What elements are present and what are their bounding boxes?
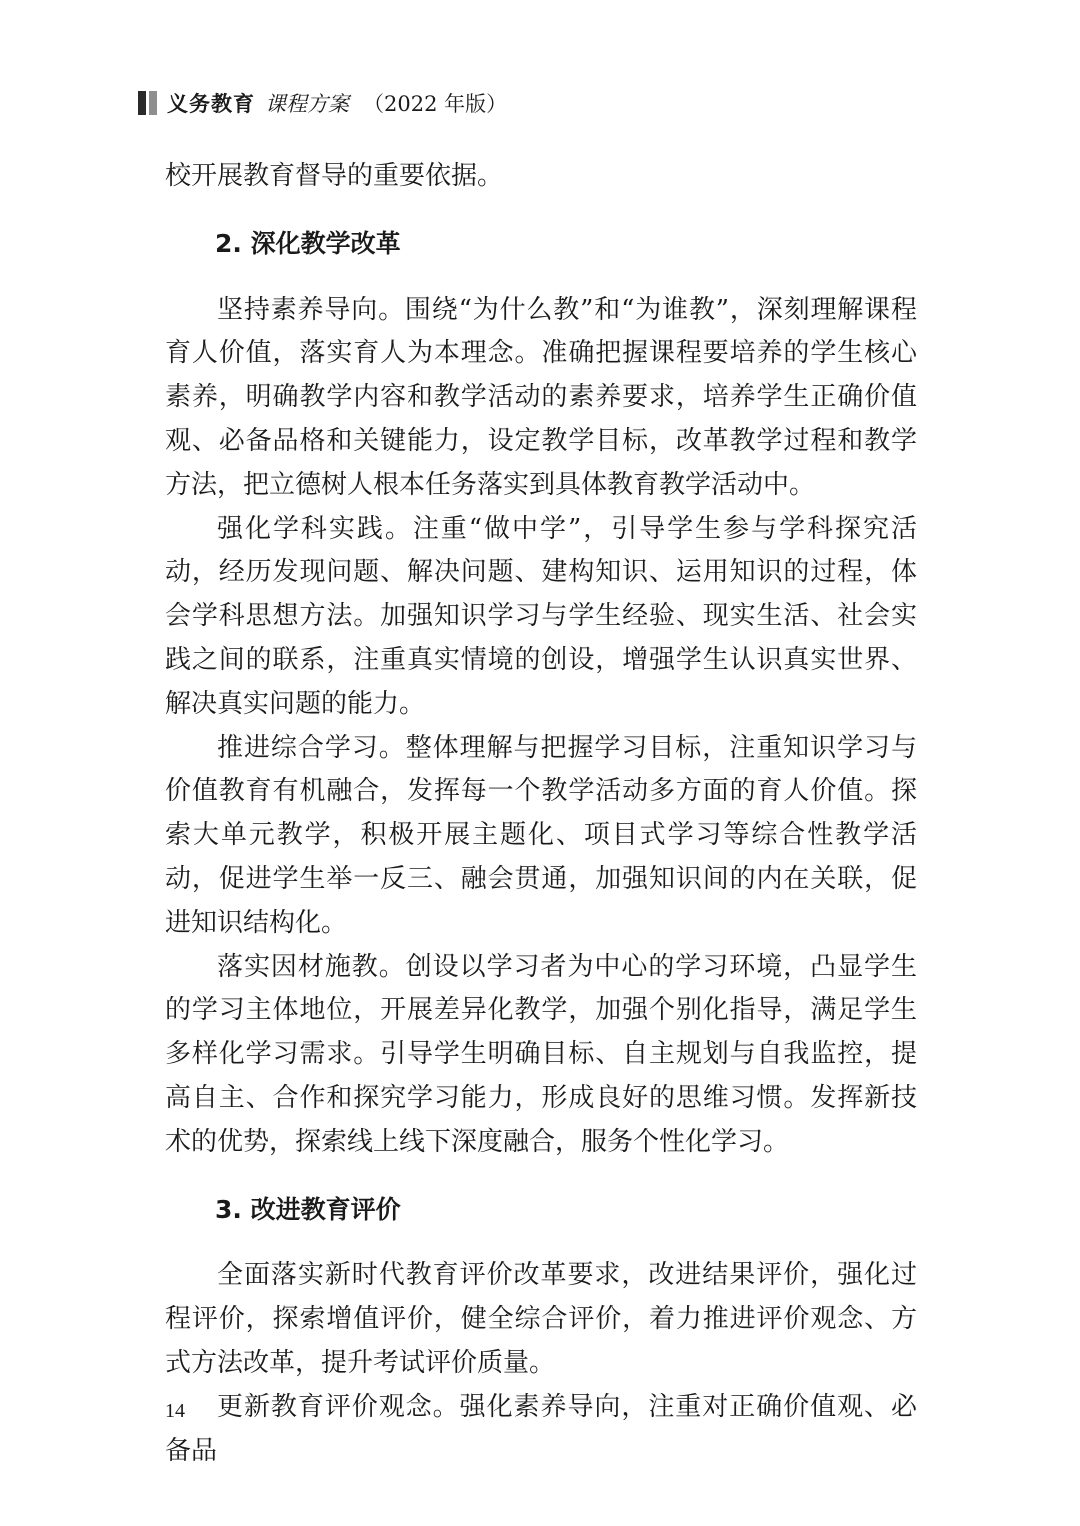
header-bar-light [149,91,157,115]
section2-paragraph-4: 落实因材施教。创设以学习者为中心的学习环境，凸显学生的学习主体地位，开展差异化教学，加强个别化指导，满足学生多样化学习需求。引导学生明确目标、自主规划与自我监控，提高自主、合作和探究学习能力，形成良好的思维习惯。发挥新技术的优势，探索线上线下深度融合，服务个性化学习。 [165,951,917,1157]
opening-paragraph: 校开展教育督导的重要依据。 [165,161,504,191]
section2-paragraph-2: 强化学科实践。注重“做中学”，引导学生参与学科探究活动，经历发现问题、解决问题、建构知识、运用知识的过程，体会学科思想方法。加强知识学习与学生经验、现实生活、社会实践之间的联系，注重真实情境的创设，增强学生认识真实世界、解决真实问题的能力。 [165,513,917,719]
section3-paragraph-2: 更新教育评价观念。强化素养导向，注重对正确价值观、必备品 [165,1391,917,1466]
section-heading-2: 2. 深化教学改革 [215,228,401,258]
page-body [165,155,917,1473]
running-header [138,88,507,118]
header-bar-dark [138,91,146,115]
header-book-subtitle: 课程方案 [265,92,349,116]
header-edition: （2022 年版） [363,92,508,116]
header-book-title: 义务教育 [167,92,255,116]
page-number: 14 [165,1400,185,1422]
header-bar-marker [138,91,157,115]
section2-paragraph-1: 坚持素养导向。围绕“为什么教”和“为谁教”，深刻理解课程育人价值，落实育人为本理念。准确把握课程要培养的学生核心素养，明确教学内容和教学活动的素养要求，培养学生正确价值观、必备品格和关键能力，设定教学目标，改革教学过程和教学方法，把立德树人根本任务落实到具体教育教学活动中。 [165,294,917,500]
section-heading-3: 3. 改进教育评价 [215,1194,401,1224]
section2-paragraph-3: 推进综合学习。整体理解与把握学习目标，注重知识学习与价值教育有机融合，发挥每一个教学活动多方面的育人价值。探索大单元教学，积极开展主题化、项目式学习等综合性教学活动，促进学生举一反三、融会贯通，加强知识间的内在关联，促进知识结构化。 [165,732,917,938]
section3-paragraph-1: 全面落实新时代教育评价改革要求，改进结果评价，强化过程评价，探索增值评价，健全综合评价，着力推进评价观念、方式方法改革，提升考试评价质量。 [165,1260,917,1378]
